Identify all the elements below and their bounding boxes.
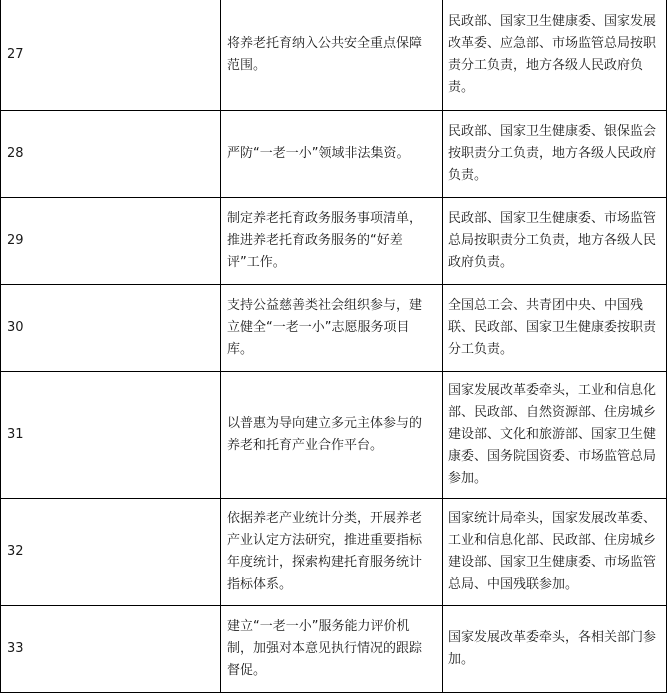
row-number: 29 (1, 198, 221, 285)
responsible-departments: 国家发展改革委牵头，工业和信息化部、民政部、自然资源部、住房城乡建设部、文化和旅游部、国家卫生健康委、国务院国资委、市场监管总局参加。 (443, 372, 667, 499)
task-description: 建立“一老一小”服务能力评价机制，加强对本意见执行情况的跟踪督促。 (221, 606, 443, 693)
responsible-departments: 民政部、国家卫生健康委、国家发展改革委、应急部、市场监管总局按职责分工负责，地方各级人民政府负责。 (443, 0, 667, 111)
table-row (1, 0, 667, 111)
row-number: 32 (1, 499, 221, 606)
task-description: 严防“一老一小”领域非法集资。 (221, 111, 443, 198)
table-row (1, 198, 667, 285)
table-row (1, 606, 667, 693)
responsible-departments: 民政部、国家卫生健康委、市场监管总局按职责分工负责，地方各级人民政府负责。 (443, 198, 667, 285)
responsible-departments: 国家统计局牵头，国家发展改革委、工业和信息化部、民政部、住房城乡建设部、国家卫生健康委、市场监管总局、中国残联参加。 (443, 499, 667, 606)
table-row (1, 499, 667, 606)
row-number: 33 (1, 606, 221, 693)
table-row (1, 372, 667, 499)
table-row (1, 111, 667, 198)
task-description: 以普惠为导向建立多元主体参与的养老和托育产业合作平台。 (221, 372, 443, 499)
row-number: 31 (1, 372, 221, 499)
row-number: 30 (1, 285, 221, 372)
task-description: 依据养老产业统计分类，开展养老产业认定方法研究，推进重要指标年度统计，探索构建托育服务统计指标体系。 (221, 499, 443, 606)
responsible-departments: 国家发展改革委牵头，各相关部门参加。 (443, 606, 667, 693)
task-description: 支持公益慈善类社会组织参与，建立健全“一老一小”志愿服务项目库。 (221, 285, 443, 372)
row-number: 28 (1, 111, 221, 198)
task-description: 制定养老托育政务服务事项清单，推进养老托育政务服务的“好差评”工作。 (221, 198, 443, 285)
table-row (1, 285, 667, 372)
row-number: 27 (1, 0, 221, 111)
responsible-departments: 全国总工会、共青团中央、中国残联、民政部、国家卫生健康委按职责分工负责。 (443, 285, 667, 372)
task-description: 将养老托育纳入公共安全重点保障范围。 (221, 0, 443, 111)
responsible-departments: 民政部、国家卫生健康委、银保监会按职责分工负责，地方各级人民政府负责。 (443, 111, 667, 198)
